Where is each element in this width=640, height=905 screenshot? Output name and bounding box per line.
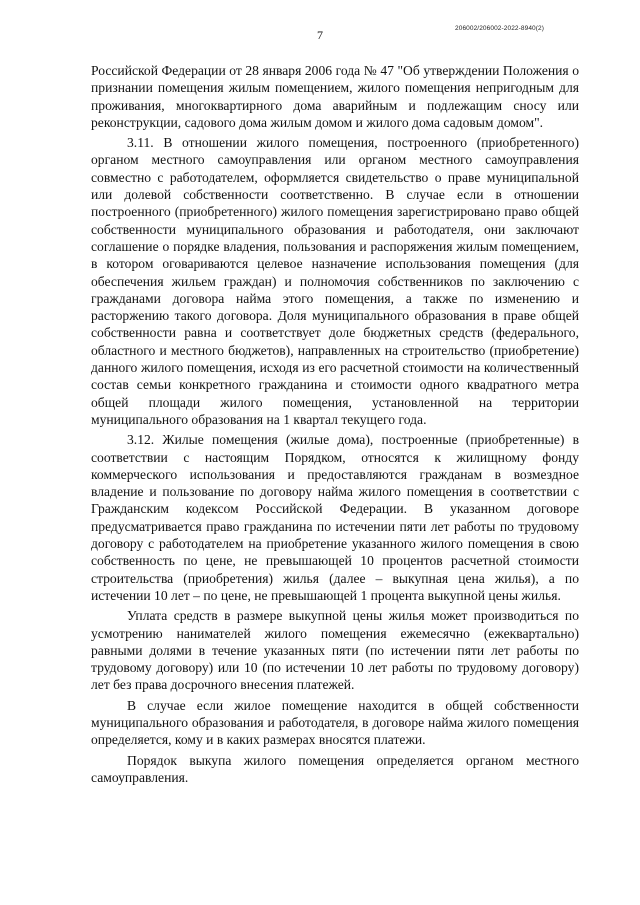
page-number: 7 bbox=[317, 28, 323, 42]
document-body bbox=[91, 62, 579, 786]
paragraph-shared-ownership: В случае если жилое помещение находится в общей собственности муниципального образования и работодателя, в договоре найма жилого помещения определяется, кому и в каких размерах вносятся платежи. bbox=[91, 697, 579, 748]
paragraph-3-12: 3.12. Жилые помещения (жилые дома), построенные (приобретенные) в соответствии с настоящим Порядком, относятся к жилищному фонду коммерческого использования и предоставляются гражданам в возмездное владение и пользование по договору найма жилого помещения в соответствии с Гражданским кодексом Российской Федерации. В указанном договоре предусматривается право гражданина по истечении пяти лет работы по трудовому договору с работодателем на приобретение указанного жилого помещения в свою собственность по цене, не превышающей 10 процентов расчетной стоимости строительства (приобретения) жилья (далее – выкупная цена жилья), а по истечении 10 лет – по цене, не превышающей 1 процента выкупной цены жилья. bbox=[91, 432, 579, 603]
paragraph-3-11: 3.11. В отношении жилого помещения, построенного (приобретенного) органом местного самоуправления или органом местного самоуправления совместно с работодателем, оформляется свидетельство о праве муниципальной или долевой собственности соответственно. В случае если в отношении построенного (приобретенного) жилого помещения зарегистрировано право общей собственности муниципального образования и работодателя, они заключают соглашение о порядке владения, пользования и распоряжения жилым помещением, в котором оговариваются целевое назначение использования помещения (для обеспечения жильем граждан) и полномочия собственников по заключению с гражданами договора найма этого помещения, а также по изменению и расторжению такого договора. Доля муниципального образования в праве общей собственности равна и соответствует доле бюджетных средств (федерального, областного и местного бюджетов), направленных на строительство (приобретение) данного жилого помещения, исходя из его расчетной стоимости на количественный состав семьи конкретного гражданина и стоимости одного квадратного метра общей площади жилого помещения, установленной на территории муниципального образования на 1 квартал текущего года. bbox=[91, 135, 579, 427]
paragraph-buyout-procedure: Порядок выкупа жилого помещения определяется органом местного самоуправления. bbox=[91, 752, 579, 785]
paragraph-payment: Уплата средств в размере выкупной цены жилья может производиться по усмотрению нанимателей жилого помещения ежемесячно (ежеквартально) равными долями в течение указанных пяти (по истечении пяти лет работы по трудовому договору) или 10 (по истечении 10 лет работы по трудовому договору) лет без права досрочного внесения платежей. bbox=[91, 608, 579, 693]
paragraph-continuation: Российской Федерации от 28 января 2006 года № 47 "Об утверждении Положения о признании помещения жилым помещением, жилого помещения непригодным для проживания, многоквартирного дома аварийным и подлежащим сносу или реконструкции, садового дома жилым домом и жилого дома садовым домом". bbox=[91, 63, 579, 130]
document-id: 206002/206002-2022-8940(2) bbox=[455, 25, 544, 32]
